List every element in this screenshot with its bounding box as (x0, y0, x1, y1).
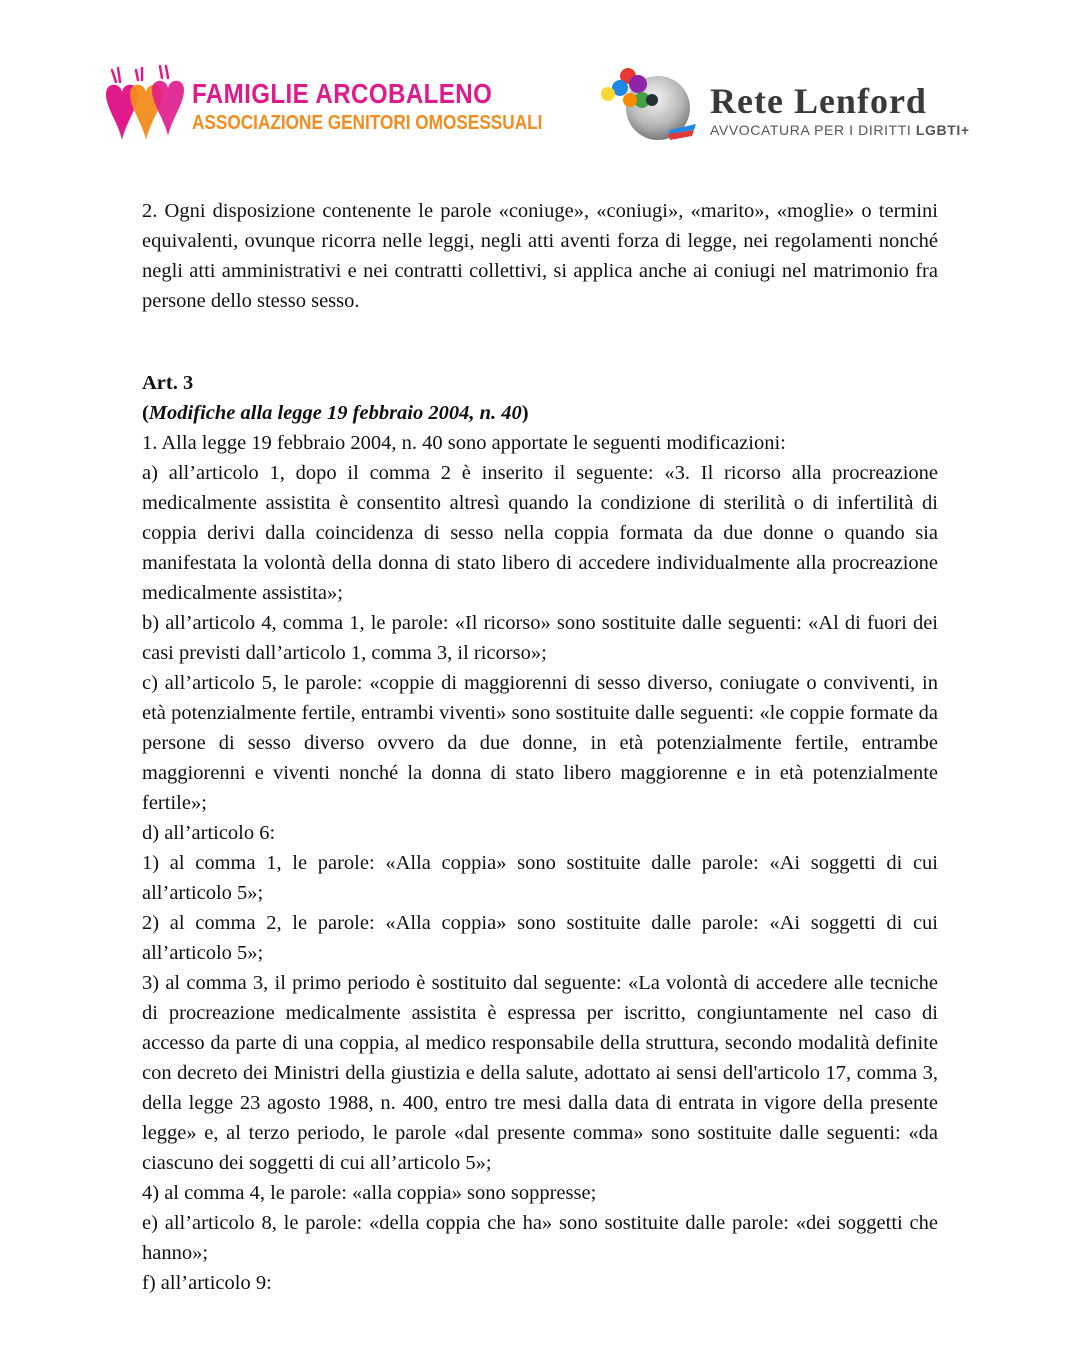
rete-lenford-logo (598, 66, 978, 146)
famiglie-arcobaleno-subtitle: ASSOCIAZIONE GENITORI OMOSESSUALI (192, 112, 543, 134)
article-paragraph: 2) al comma 2, le parole: «Alla coppia» sono sostituite dalle parole: «Ai soggetti di cui all’articolo 5»; (142, 912, 938, 964)
article-paragraph: e) all’articolo 8, le parole: «della coppia che ha» sono sostituite dalle parole: «dei soggetti che hanno»; (142, 1212, 938, 1264)
article-subtitle: (Modifiche alla legge 19 febbraio 2004, n. 40) (142, 402, 529, 424)
article-paragraph: f) all’articolo 9: (142, 1272, 272, 1294)
famiglie-arcobaleno-logo (100, 64, 543, 144)
article-paragraphs (142, 428, 938, 1298)
article-paragraph: d) all’articolo 6: (142, 822, 276, 844)
famiglie-arcobaleno-name: FAMIGLIE ARCOBALENO (192, 78, 493, 109)
article-paragraph: c) all’articolo 5, le parole: «coppie di maggiorenni di sesso diverso, coniugate o conviventi, in età potenzialmente fertile, entrambi viventi» sono sostituite dalle seguenti: «le coppie formate da persone di sesso diverso ovvero da due donne, in età potenzialmente fertile, entrambe maggiorenni e viventi nonché la donna di stato libero maggiorenne e in età potenzialmente fertile»; (142, 672, 938, 814)
document-body (142, 196, 938, 1298)
intro-paragraph: 2. Ogni disposizione contenente le parole «coniuge», «coniugi», «marito», «moglie» o termini equivalenti, ovunque ricorra nelle leggi, negli atti aventi forza di legge, nei regolamenti nonché negli atti amministrativi e nei contratti collettivi, si applica anche ai coniugi nel matrimonio fra persone dello stesso sesso. (142, 200, 938, 312)
article-paragraph: 1) al comma 1, le parole: «Alla coppia» sono sostituite dalle parole: «Ai soggetti di cui all’articolo 5»; (142, 852, 938, 904)
article-paragraph: 1. Alla legge 19 febbraio 2004, n. 40 sono apportate le seguenti modificazioni: (142, 432, 786, 454)
hearts-logo-icon (100, 64, 186, 144)
article-paragraph: 4) al comma 4, le parole: «alla coppia» sono soppresse; (142, 1182, 597, 1204)
rete-lenford-sphere-icon (598, 66, 702, 142)
article-title: Art. 3 (142, 372, 194, 394)
article-paragraph: b) all’articolo 4, comma 1, le parole: «Il ricorso» sono sostituite dalle seguenti: «Al di fuori dei casi previsti dall’articolo 1, comma 3, il ricorso»; (142, 612, 938, 664)
article-paragraph: a) all’articolo 1, dopo il comma 2 è inserito il seguente: «3. Il ricorso alla procreazione medicalmente assistita è consentito altresì quando la condizione di sterilità o di infertilità di coppia derivi dalla coincidenza di sesso nella coppia formata da due donne o quando sia manifestata la volontà della donna di stato libero di accedere individualmente alla procreazione medicalmente assistita»; (142, 462, 938, 604)
article-paragraph: 3) al comma 3, il primo periodo è sostituito dal seguente: «La volontà di accedere alle tecniche di procreazione medicalmente assistita è espressa per iscritto, congiuntamente nel caso di accesso da parte di una coppia, al medico responsabile della struttura, secondo modalità definite con decreto dei Ministri della giustizia e della salute, adottato ai sensi dell'articolo 17, comma 3, della legge 23 agosto 1988, n. 400, entro tre mesi dalla data di entrata in vigore della presente legge» e, al terzo periodo, le parole «dal presente comma» sono sostituite dalle seguenti: «da ciascuno dei soggetti di cui all’articolo 5»; (142, 972, 938, 1174)
rete-lenford-name: Rete Lenford (710, 81, 927, 121)
rete-lenford-subtitle: AVVOCATURA PER I DIRITTI LGBTI+ (710, 122, 970, 138)
